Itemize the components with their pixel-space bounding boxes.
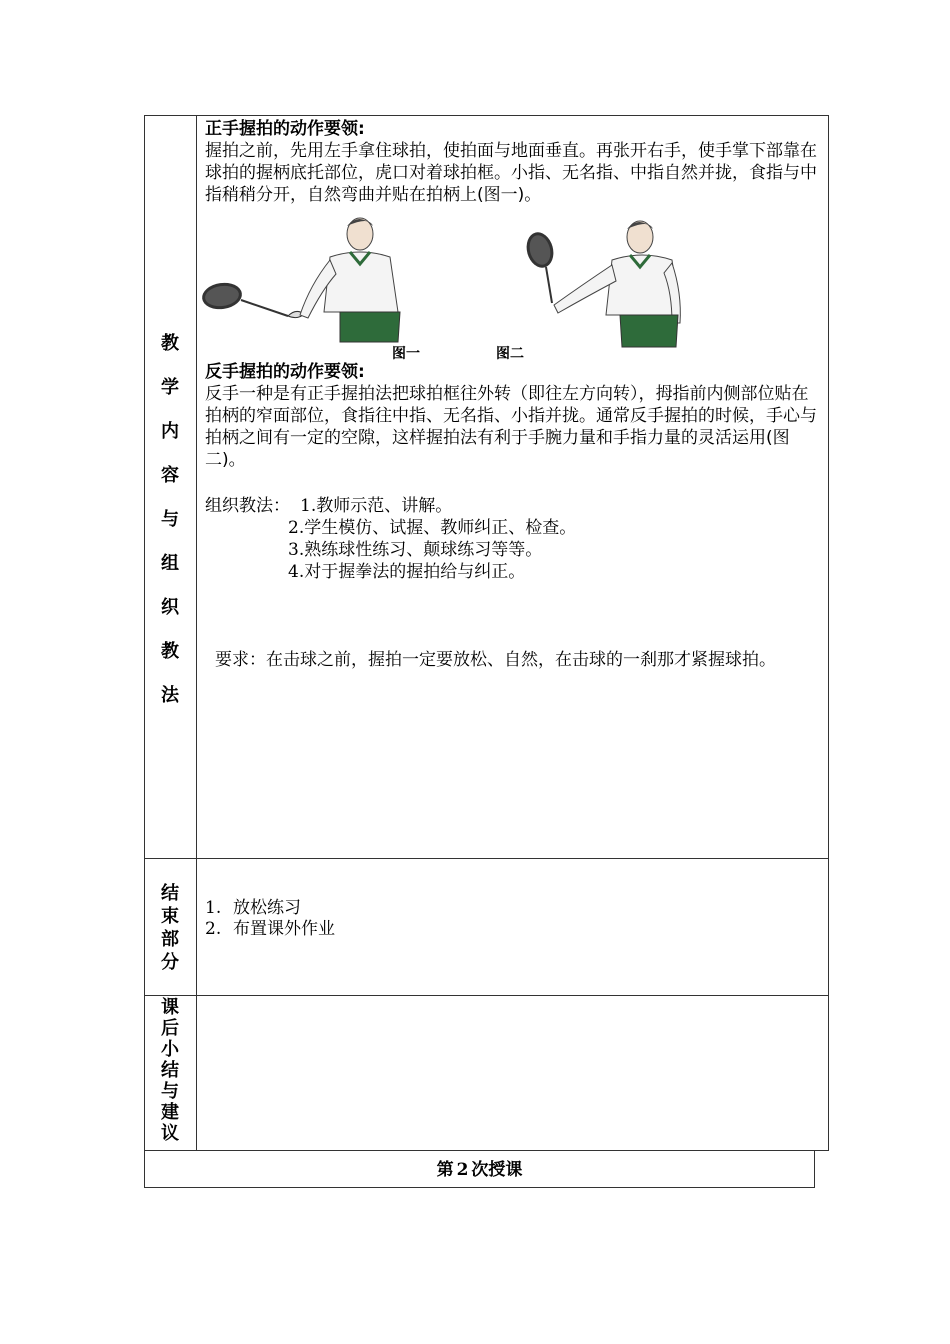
table-left-border: [144, 115, 145, 1188]
side-label-teaching: 教 学 内 容 与 组 织 教 法: [161, 333, 179, 706]
side-label-summary: 课 后 小 结 与 建 议: [161, 997, 179, 1144]
method-label: 组织教法：: [205, 496, 290, 516]
ending-item-text: 布置课外作业: [233, 919, 335, 939]
method-item-4: 4.对于握拳法的握拍给与纠正。: [288, 562, 526, 582]
backhand-body: 反手一种是有正手握拍法把球拍框往外转（即往左方向转），拇指前内侧部位贴在拍柄的窄面部位，食指往中指、无名指、小指并拢。通常反手握拍的时候，手心与拍柄之间有一定的空隙，这样握拍法有利于手腕力量和手指力量的灵活运用(图二)。: [205, 384, 817, 470]
lesson-footer-title: 第 2 次授课: [436, 1160, 523, 1180]
ending-item-text: 放松练习: [233, 898, 301, 918]
figure2-backhand-grip-illustration: [520, 215, 695, 355]
row-divider-1: [144, 858, 829, 859]
row-divider-2: [144, 995, 829, 996]
row-divider-3: [144, 1150, 829, 1151]
figure2-caption: 图二: [496, 346, 524, 362]
table-top-border: [144, 115, 829, 116]
method-item-3: 3.熟练球性练习、颠球练习等等。: [288, 540, 543, 560]
method-item-2: 2.学生模仿、试握、教师纠正、检查。: [288, 518, 577, 538]
table-right-border: [828, 115, 829, 1151]
side-label-ending: 结 束 部 分: [161, 883, 179, 973]
ending-item-number: 1.: [205, 898, 222, 918]
column-divider: [196, 115, 197, 1151]
forehand-body: 握拍之前，先用左手拿住球拍，使拍面与地面垂直。再张开右手，使手掌下部靠在球拍的握柄底托部位，虎口对着球拍框。小指、无名指、中指自然并拢，食指与中指稍稍分开，自然弯曲并贴在拍柄上(图一)。: [205, 141, 817, 205]
method-item-1: 1.教师示范、讲解。: [300, 496, 453, 516]
figure1-caption: 图一: [392, 346, 420, 362]
forehand-title: 正手握拍的动作要领:: [205, 119, 365, 139]
backhand-title: 反手握拍的动作要领:: [205, 362, 365, 382]
figure1-forehand-grip-illustration: [200, 212, 410, 352]
ending-item-number: 2.: [205, 919, 222, 939]
table-bottom-border: [144, 1187, 815, 1188]
ending-item-2: [205, 918, 335, 940]
requirement-text: 要求：在击球之前，握拍一定要放松、自然，在击球的一刹那才紧握球拍。: [215, 650, 776, 670]
ending-item-1: [205, 897, 301, 919]
